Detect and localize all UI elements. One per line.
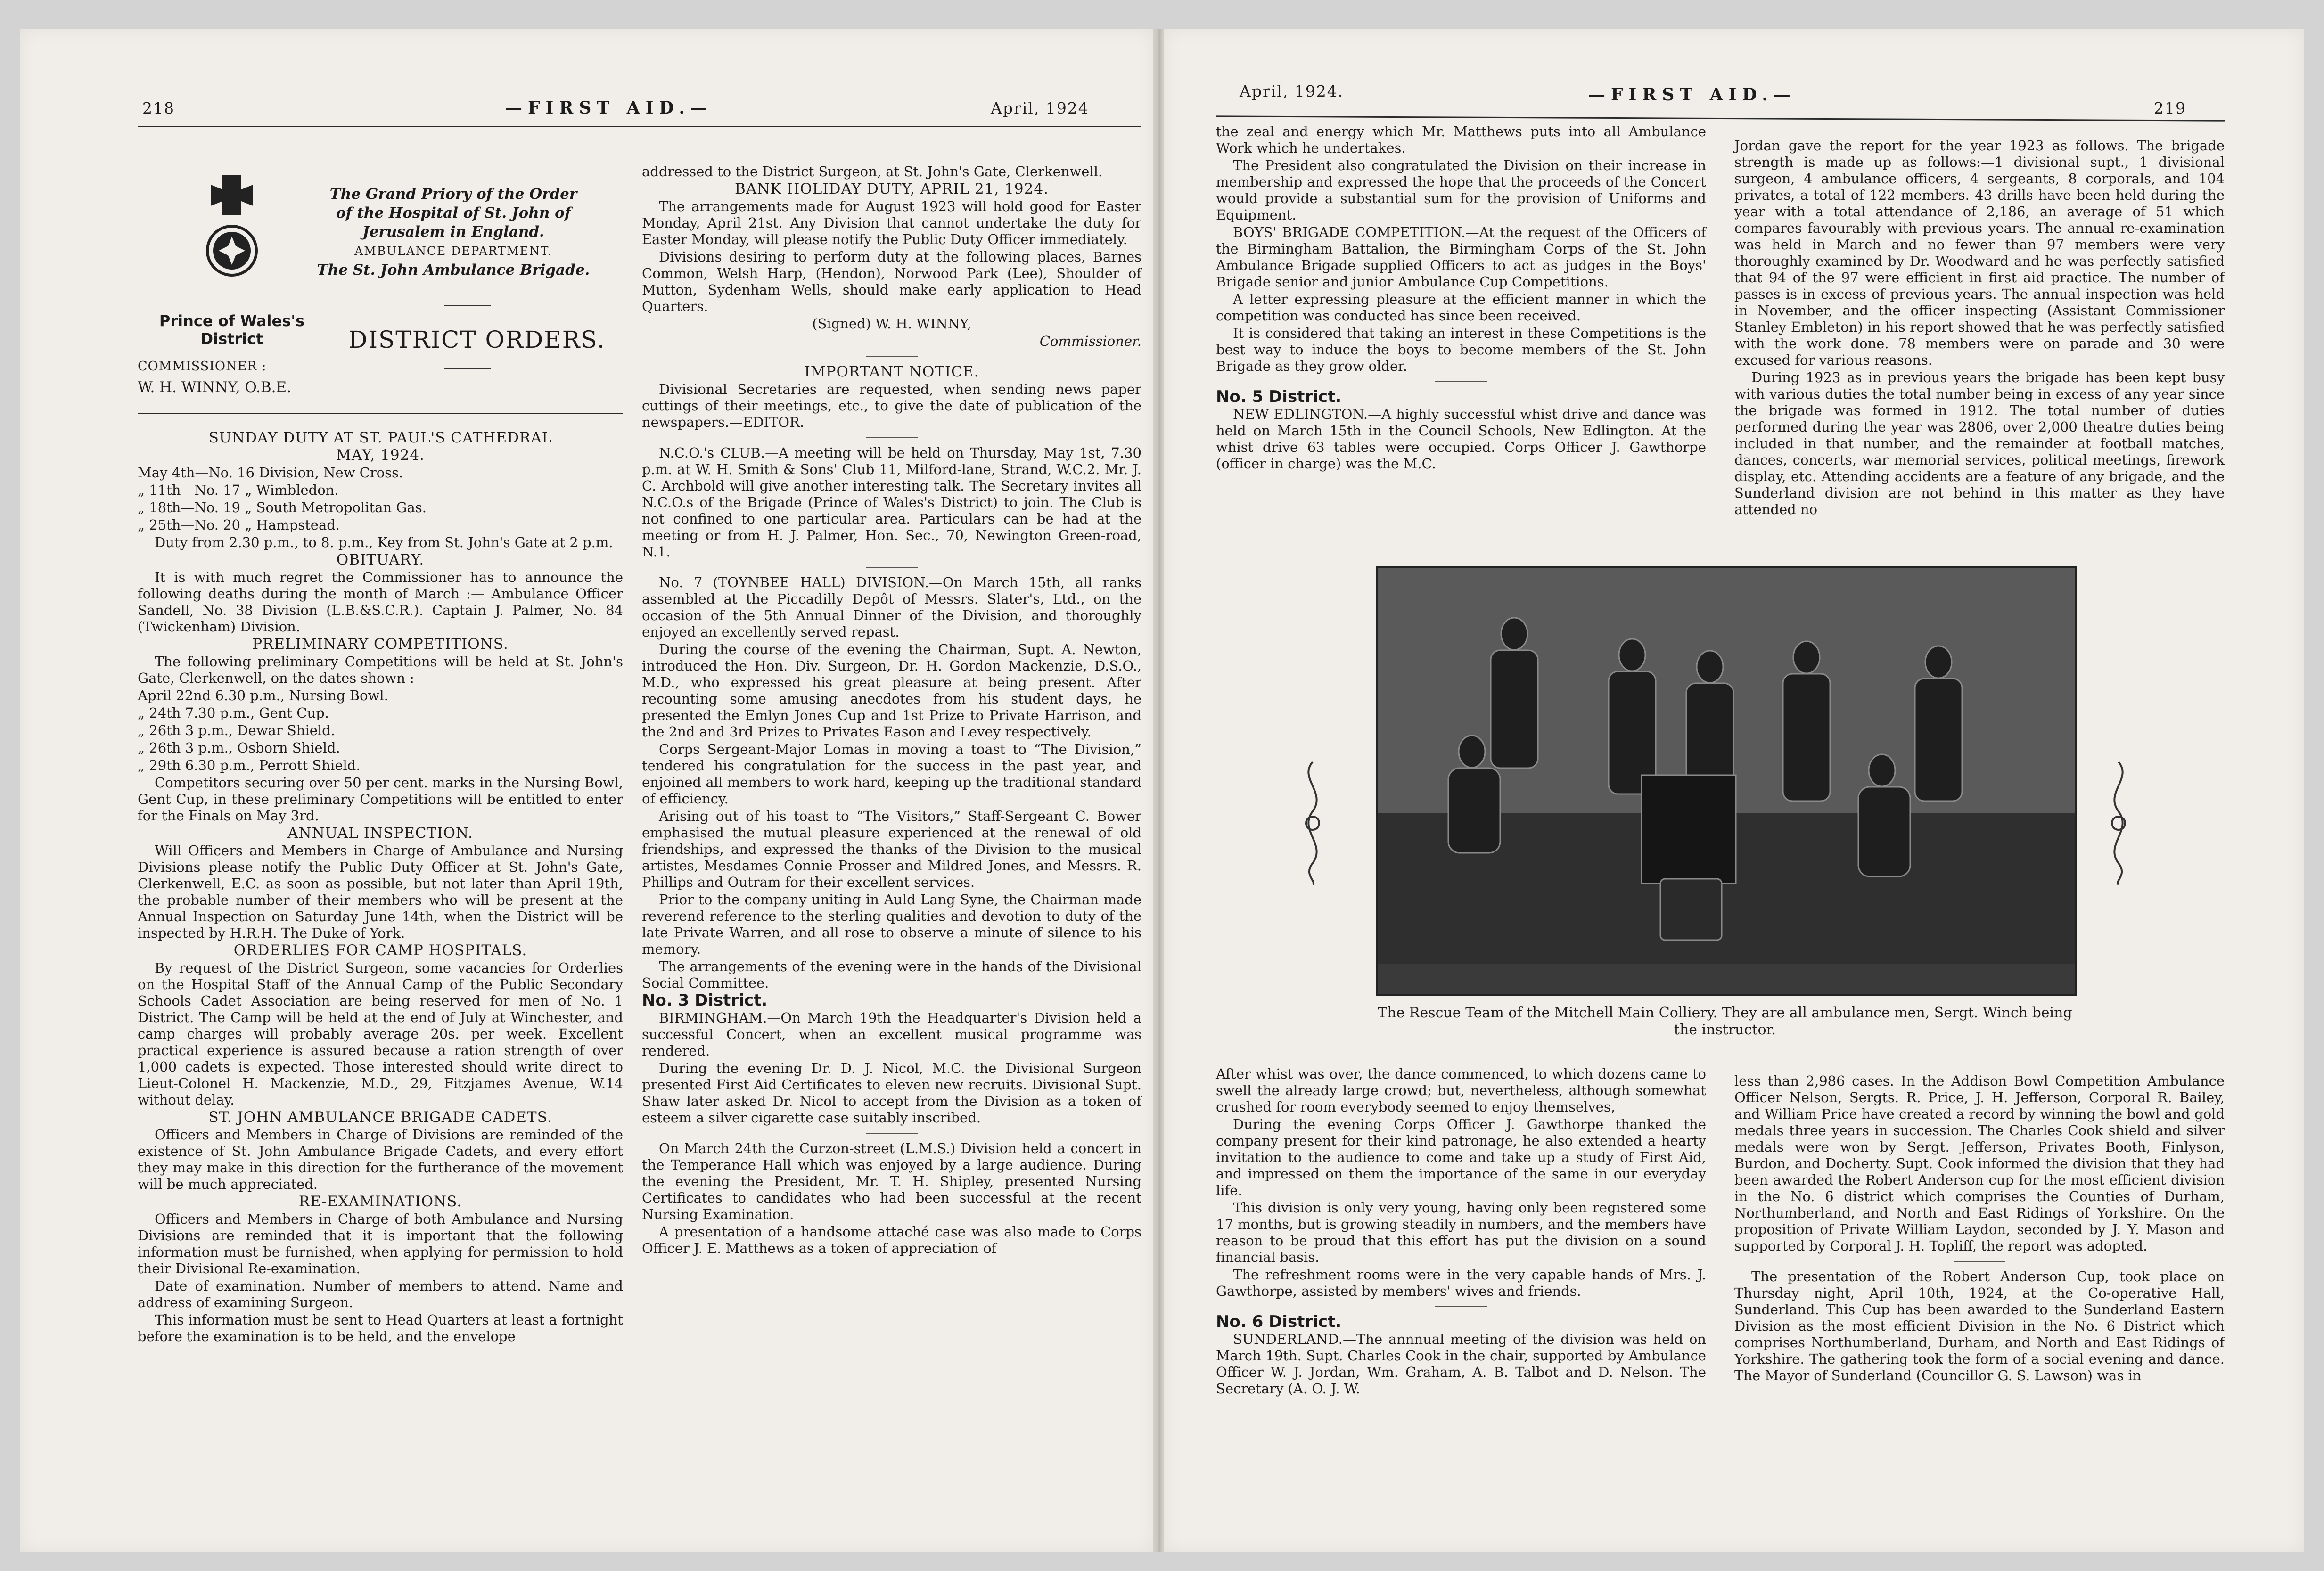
paragraph: It is considered that taking an interest in these Competitions is the best way to induce the boys to become members of the St. John Brigade as they grow older.: [1216, 325, 1706, 374]
paragraph: No. 7 (TOYNBEE HALL) DIVISION.—On March 15th, all ranks assembled at the Piccadilly Depôt of Messrs. Slater's, Ltd., on the occasion of the 5th Annual Dinner of the Division, and thoroughly enjoyed an excellently served repast.: [642, 574, 1141, 640]
page-number-right: 219: [2154, 99, 2186, 117]
running-title-left: —FIRST AID.—: [505, 98, 713, 118]
paragraph: This information must be sent to Head Quarters at least a fortnight before the examination is to be held, and the envelope: [138, 1312, 623, 1344]
text-line: „ 29th 6.30 p.m., Perrott Shield.: [138, 757, 361, 773]
paragraph: BIRMINGHAM.—On March 19th the Headquarter's Division held a successful Concert, when an excellent musical programme was rendered.: [642, 1010, 1141, 1059]
district-heading: No. 5 District.: [1216, 387, 1342, 406]
order-line-3: Jerusalem in England.: [362, 223, 544, 240]
signature-line: (Signed) W. H. WINNY,: [812, 316, 971, 332]
paragraph: Competitors securing over 50 per cent. marks in the Nursing Bowl, Gent Cup, in these preliminary Competitions will be entitled to enter for the Finals on May 3rd.: [138, 775, 623, 824]
district-orders-title: DISTRICT ORDERS.: [348, 326, 606, 353]
order-title-block: [284, 185, 623, 279]
paragraph: During 1923 as in previous years the brigade has been kept busy with various duties the total number being in excess of any year since the brigade was formed in 1912. The total number of duties performed during the year was 2806, over 2,000 theatre duties being included in that number, and the remainder at football matches, dances, concerts, war memorial services, political meetings, firework display, etc. Attending accidents are a feature of any brigade, and the Sunderland division are not behind in this matter as they have attended no: [1734, 369, 2225, 517]
paragraph: The presentation of the Robert Anderson Cup, took place on Thursday night, April 10th, 1924, at the Co-operative Hall, Sunderland. This Cup has been awarded to the Sunderland Eastern Division as the most efficient Division in the No. 6 District which comprises Northumberland, Durham, and North and East Ridings of Yorkshire. The gathering took the form of a social evening and dance. The Mayor of Sunderland (Councillor G. S. Lawson) was in: [1734, 1268, 2225, 1383]
paragraph: BOYS' BRIGADE COMPETITION.—At the request of the Officers of the Birmingham Battalion, the Birmingham Corps of the St. John Ambulance Brigade supplied Officers to act as judges in the Boys' Brigade senior and junior Ambulance Cup Competitions.: [1216, 224, 1706, 290]
section-separator: [866, 356, 918, 357]
district-heading: No. 3 District.: [642, 991, 768, 1010]
paragraph: Officers and Members in Charge of Divisions are reminded of the existence of St. John Ambulance Brigade Cadets, and every effort they may make in this direction for the furtherance of the movement will be much appreciated.: [138, 1127, 623, 1192]
text-line: „ 25th—No. 20 „ Hampstead.: [138, 517, 340, 533]
section-separator: [1435, 381, 1487, 382]
paragraph: NEW EDLINGTON.—A highly successful whist drive and dance was held on March 15th in the Council Schools, New Edlington. At the whist drive 63 tables were occupied. Corps Officer J. Gawthorpe (officer in charge) was the M.C.: [1216, 406, 1706, 472]
right-column-2-top: [1734, 138, 2225, 519]
scroll-ornament-right: [2102, 760, 2135, 889]
section-separator: [866, 1133, 918, 1134]
commissioner-label: COMMISSIONER :: [138, 359, 267, 374]
paragraph: Divisions desiring to perform duty at the following places, Barnes Common, Welsh Harp, (Hendon), Norwood Park (Lee), Shoulder of Mutton, Sydenham Wells, should make early application to Head Quarters.: [642, 249, 1141, 314]
paragraph: Arising out of his toast to “The Visitors,” Staff-Sergeant C. Bower emphasised the mutual pleasure experienced at the renewal of old friendships, and expressed the thanks of the Division to the musical artistes, Mesdames Connie Prosser and Mildred Jones, and Messrs. R. Phillips and Outram for their excellent services.: [642, 808, 1141, 890]
right-column-1-top: [1216, 123, 1706, 473]
running-title-right: —FIRST AID.—: [1588, 85, 1796, 105]
right-page: [1164, 29, 2304, 1552]
text-line: „ 26th 3 p.m., Osborn Shield.: [138, 740, 340, 756]
page-number-left: 218: [142, 99, 175, 117]
section-heading: BANK HOLIDAY DUTY, APRIL 21, 1924.: [735, 180, 1049, 197]
left-column-1: [138, 430, 623, 1346]
paragraph: Date of examination. Number of members to attend. Name and address of examining Surgeon.: [138, 1278, 623, 1310]
scroll-ornament-left: [1296, 760, 1329, 889]
section-heading: OBITUARY.: [336, 551, 425, 568]
text-line: April 22nd 6.30 p.m., Nursing Bowl.: [138, 687, 388, 704]
photo-caption: The Rescue Team of the Mitchell Main Colliery. They are all ambulance men, Sergt. Winch being the instructor.: [1378, 1005, 2072, 1038]
rescue-team-photo: [1376, 566, 2077, 996]
header-rule-right: [1216, 115, 2225, 121]
text-line: Jordan gave the report for the year 1923 as follows. The brigade strength is made up as follows:—1 divisional supt., 1 divisional surgeon, 4 ambulance officers, 4 sergeants, 8 corporals, and 104 privates, a total of 122 members. 43 drills have been held during the year with a total attendance of 2,186, an average of 51 which compares favourably with previous years. The annual re-examination was held in March and no fewer than 97 members were very thoroughly examined by Dr. Woodward and he was perfectly satisfied that 94 of the 97 were efficient in first aid practice. The number of passes is in excess of previous years. The annual inspection was held in November, and the officer inspecting (Assistant Commissioner Stanley Embleton) in his report showed that he was perfectly satisfied with the work done. 78 members were on parade and 30 were excused for various reasons.: [1734, 138, 2225, 368]
header-date-right: April, 1924.: [1240, 82, 1344, 100]
text-line: „ 24th 7.30 p.m., Gent Cup.: [138, 705, 329, 721]
paragraph: The refreshment rooms were in the very capable hands of Mrs. J. Gawthorpe, assisted by members' wives and friends.: [1216, 1267, 1706, 1299]
section-separator: [866, 437, 918, 438]
paragraph: The following preliminary Competitions will be held at St. John's Gate, Clerkenwell, on the dates shown :—: [138, 654, 623, 686]
order-line-5: The St. John Ambulance Brigade.: [317, 262, 590, 278]
commissioner-name: W. H. WINNY, O.B.E.: [138, 379, 291, 396]
paragraph: Duty from 2.30 p.m., to 8. p.m., Key from St. John's Gate at 2 p.m.: [155, 534, 613, 550]
left-column-2: [642, 164, 1141, 1258]
order-line-1: The Grand Priory of the Order: [329, 186, 577, 203]
order-bottom-rule: [138, 413, 623, 414]
paragraph: SUNDERLAND.—The annnual meeting of the division was held on March 19th. Supt. Charles Cook in the chair, supported by Ambulance Officer W. J. Jordan, Wm. Graham, A. B. Talbot and D. Nelson. The Secretary (A. O. J. W.: [1216, 1331, 1706, 1397]
paragraph: A letter expressing pleasure at the efficient manner in which the competition was conducted has since been received.: [1216, 291, 1706, 324]
paragraph: The arrangements made for August 1923 will hold good for Easter Monday, April 21st. Any Division that cannot undertake the duty for Easter Monday, will please notify the Public Duty Officer immediately.: [642, 198, 1141, 247]
section-heading: IMPORTANT NOTICE.: [804, 363, 979, 380]
left-page: [20, 29, 1153, 1552]
paragraph: N.C.O.'s CLUB.—A meeting will be held on Thursday, May 1st, 7.30 p.m. at W. H. Smith & Sons' Club 11, Milford-lane, Strand, W.C.2. Mr. J. C. Archbold will give another interesting talk. The Secretary invites all N.C.O.s of the Brigade (Prince of Wales's District) to join. The Club is not confined to one particular area. Particulars can be had at the meeting or from H. J. Palmer, Hon. Sec., 70, Newington Green-road, N.1.: [642, 445, 1141, 560]
order-line-4: AMBULANCE DEPARTMENT.: [354, 244, 552, 258]
section-heading: ANNUAL INSPECTION.: [287, 825, 473, 842]
paragraph: During the evening Corps Officer J. Gawthorpe thanked the company present for their kind patronage, he also extended a hearty invitation to the audience to come and take up a study of First Aid, and impressed on them the importance of the same in our everyday life.: [1216, 1116, 1706, 1198]
signature-title: Commissioner.: [1039, 333, 1141, 349]
section-separator: [1435, 1306, 1487, 1307]
paragraph: A presentation of a handsome attaché case was also made to Corps Officer J. E. Matthews as a token of appreciation of: [642, 1224, 1141, 1256]
text-line: „ 18th—No. 19 „ South Metropolitan Gas.: [138, 499, 427, 515]
paragraph: Corps Sergeant-Major Lomas in moving a toast to “The Division,” tendered his congratulation for the success in the past year, and enjoined all members to work hard, keeping up the traditional standard of efficiency.: [642, 741, 1141, 807]
text-line: After whist was over, the dance commenced, to which dozens came to swell the already large crowd; but, nevertheless, although somewhat crushed for room everybody seemed to enjoy themselves,: [1216, 1066, 1706, 1115]
order-divider: [444, 305, 491, 306]
header-date-left: April, 1924: [991, 99, 1089, 117]
header-rule: [138, 126, 1141, 127]
section-heading: RE-EXAMINATIONS.: [298, 1193, 462, 1210]
text-line: „ 11th—No. 17 „ Wimbledon.: [138, 482, 339, 498]
text-line: less than 2,986 cases. In the Addison Bowl Competition Ambulance Officer Nelson, Sergts. R. Price, J. H. Jefferson, Corporal R. Bailey, and William Price have created a record by winning the bowl and gold medals three years in succession. The Charles Cook shield and silver medals were won by Sergt. Jefferson, Privates Booth, Finlyson, Burdon, and Docherty. Supt. Cook informed the division that they had been awarded the Robert Anderson cup for the most efficient division in the No. 6 district which comprises the Counties of Durham, Northumberland, and North and East Ridings of Yorkshire. On the proposition of Private William Laydon, seconded by J. Y. Mason and supported by Corporal J. H. Topliff, the report was adopted.: [1734, 1073, 2225, 1254]
paragraph: The arrangements of the evening were in the hands of the Divisional Social Committee.: [642, 958, 1141, 991]
section-separator: [866, 567, 918, 568]
district-name: Prince of Wales's District: [159, 312, 305, 348]
text-line: „ 26th 3 p.m., Dewar Shield.: [138, 722, 335, 738]
section-separator: [1954, 1261, 2005, 1262]
paragraph: This division is only very young, having only been registered some 17 months, but is growing steadily in numbers, and the members have reason to be proud that this effort has put the division on a sound financial basis.: [1216, 1200, 1706, 1265]
right-column-2-bottom: [1734, 1073, 2225, 1385]
section-heading: SUNDAY DUTY AT ST. PAUL'S CATHEDRAL: [208, 429, 552, 446]
paragraph: By request of the District Surgeon, some vacancies for Orderlies on the Hospital Staff of the Annual Camp of the Public Secondary Schools Cadet Association are being reserved for men of No. 1 District. The Camp will be held at the end of July at Winchester, and camp charges will probably average 20s. per week. Excellent practical experience is assured because a ration strength of over 1,000 cadets is expected. Those interested should write direct to Lieut-Colonel H. Mackenzie, M.D., 29, Fitzjames Avenue, W.14 without delay.: [138, 960, 623, 1108]
text-line: addressed to the District Surgeon, at St. John's Gate, Clerkenwell.: [642, 164, 1103, 180]
section-heading: PRELIMINARY COMPETITIONS.: [252, 636, 509, 653]
order-line-2: of the Hospital of St. John of: [336, 205, 571, 221]
text-line: the zeal and energy which Mr. Matthews puts into all Ambulance Work which he undertakes.: [1216, 123, 1706, 156]
order-divider-2: [444, 368, 491, 369]
paragraph: On March 24th the Curzon-street (L.M.S.) Division held a concert in the Temperance Hall which was enjoyed by a large audience. During the evening the President, Mr. T. H. Shipley, presented Nursing Certificates to candidates who had been successful at the recent Nursing Examination.: [642, 1140, 1141, 1222]
paragraph: Prior to the company uniting in Auld Lang Syne, the Chairman made reverend reference to the sterling qualities and devotion to duty of the late Private Warren, and all rose to observe a minute of silence to his memory.: [642, 892, 1141, 957]
order-cross-emblem: [204, 171, 260, 281]
paragraph: Officers and Members in Charge of both Ambulance and Nursing Divisions are reminded that it is important that the following information must be furnished, when applying for permission to hold their Divisional Re-examination.: [138, 1211, 623, 1276]
right-column-1-bottom: [1216, 1066, 1706, 1398]
section-heading: ST. JOHN AMBULANCE BRIGADE CADETS.: [208, 1109, 552, 1126]
section-heading: MAY, 1924.: [336, 447, 425, 464]
paragraph: Will Officers and Members in Charge of Ambulance and Nursing Divisions please notify the Public Duty Officer at St. John's Gate, Clerkenwell, E.C. as soon as possible, but not later than April 19th, the probable number of their members who will be present at the Annual Inspection on Saturday June 14th, when the District will be inspected by H.R.H. The Duke of York.: [138, 843, 623, 941]
paragraph: It is with much regret the Commissioner has to announce the following deaths during the month of March :— Ambulance Officer Sandell, No. 38 Division (L.B.&S.C.R.). Captain J. Palmer, No. 84 (Twickenham) Division.: [138, 569, 623, 635]
district-heading: No. 6 District.: [1216, 1312, 1342, 1331]
paragraph: During the evening Dr. D. J. Nicol, M.C. the Divisional Surgeon presented First Aid Certificates to eleven new recruits. Divisional Supt. Shaw later asked Dr. Nicol to accept from the Division as a token of esteem a silver cigarette case suitably inscribed.: [642, 1060, 1141, 1126]
paragraph: The President also congratulated the Division on their increase in membership and expressed the hope that the proceeds of the Concert would provide a substantial sum for the provision of Uniforms and Equipment.: [1216, 157, 1706, 223]
paragraph: During the course of the evening the Chairman, Supt. A. Newton, introduced the Hon. Div. Surgeon, Dr. H. Gordon Mackenzie, D.S.O., M.D., who expressed his great pleasure at being present. After recounting some amusing anecdotes from his student days, he presented the Emlyn Jones Cup and 1st Prize to Private Harrison, and the 2nd and 3rd Prizes to Privates Eason and Levey respectively.: [642, 641, 1141, 740]
text-line: May 4th—No. 16 Division, New Cross.: [138, 465, 403, 481]
paragraph: Divisional Secretaries are requested, when sending news paper cuttings of their meetings, etc., to give the date of publication of the newspapers.—EDITOR.: [642, 381, 1141, 430]
section-heading: ORDERLIES FOR CAMP HOSPITALS.: [233, 942, 527, 959]
